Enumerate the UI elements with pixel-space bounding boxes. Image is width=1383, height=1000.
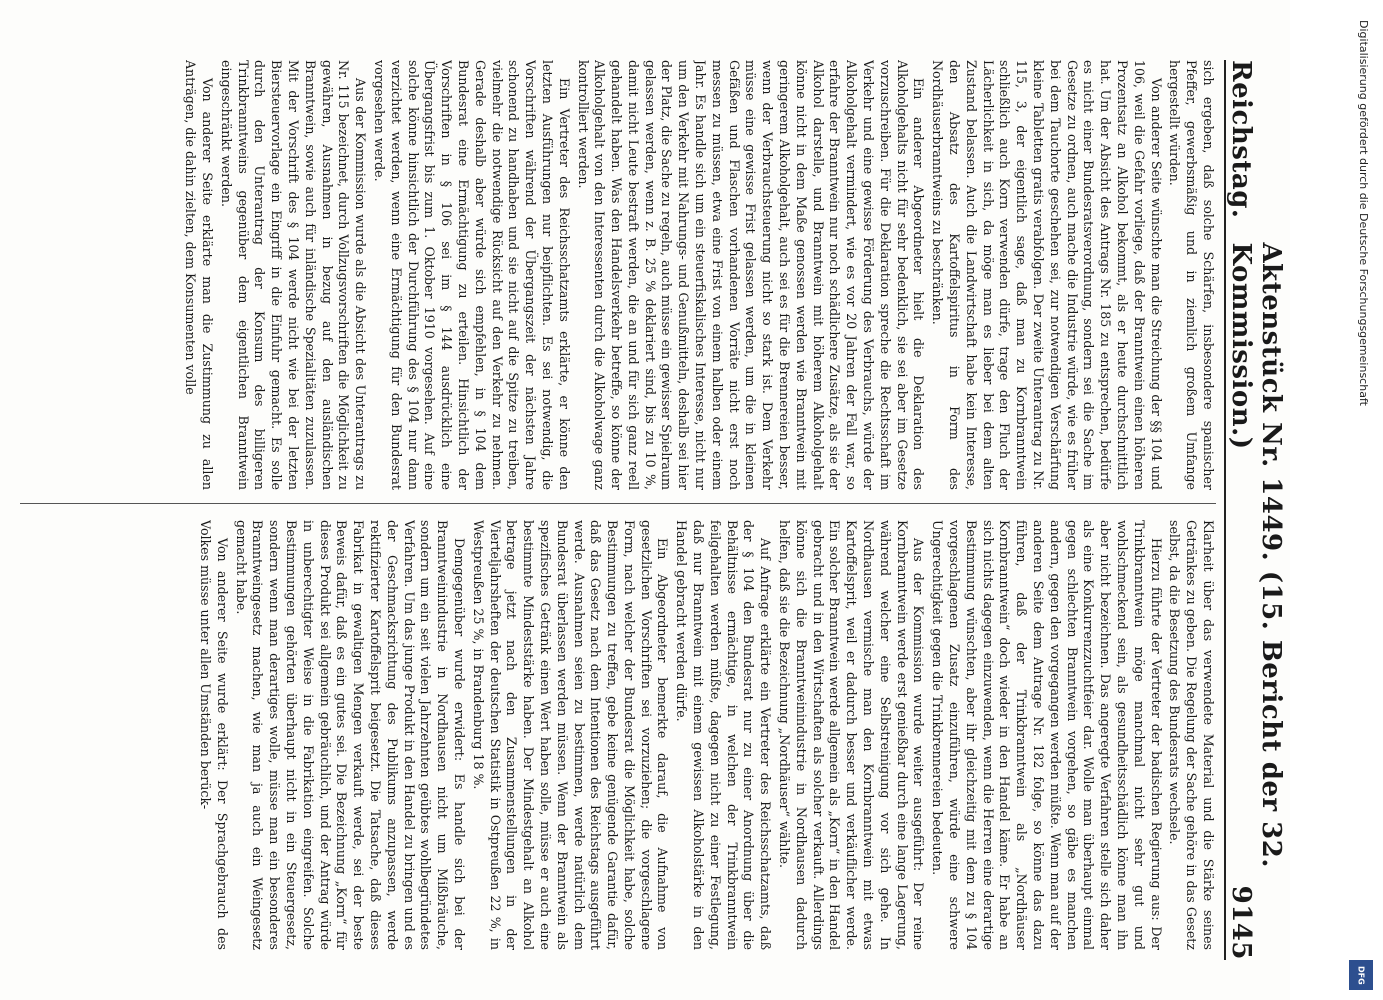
header-document-title: Aktenstück Nr. 1449. (15. Bericht der 32. Kommission.) — [1226, 242, 1286, 868]
column-divider — [20, 503, 1216, 504]
page-number: 9145 — [1226, 885, 1256, 960]
paragraph: sich ergeben, daß solche Schärfen, insbesondere spanischer Pfeffer, gewerbsmäßig und in ziemlich großem Umfange hergestellt würden. — [1167, 60, 1216, 490]
footer — [1348, 20, 1378, 1000]
paragraph: Hierzu führte der Vertreter der badischen Regierung aus: Der Trinkbranntwein möge manchmal nicht sehr gut und wohlschmeckend sein, als gesundheitsschädlich könne man ihn aber nicht bezeichnen. Das angeregte Verfahren stelle sich daher als eine Konkurrenzzuchtfeier dar. Wolle man überhaupt einmal gegen schlechten Branntwein vorgehen, so gäbe es manchen andern, gegen den vorgegangen werden müßte. Wenn man auf der anderen Seite dem Antrage Nr. 182 folge, so könne das dazu führen, daß der Trinkbranntwein als „Nordhäuser Kornbranntwein“ doch wieder in den Handel käme. Er habe an sich nichts dagegen einzuwenden, wenn die Herren eine derartige Bestimmung wünschten, aber ihr gleichzeitig mit dem zu § 104 vorgeschlagenen Zusatz einzuführen, würde eine schwere Ungerechtigkeit gegen die Trinkbrennereien bedeuten. — [930, 520, 1164, 950]
paragraph: Von anderer Seite erklärte man die Zustimmung zu allen Anträgen, die dahin zielten, dem Konsumenten volle — [183, 60, 215, 490]
paragraph: Auf Anfrage erklärte ein Vertreter des Reichsschatzamts, daß der § 104 den Bundesrat nur zu einer Anordnung über die Behältnisse ermächtige, in welchen der Trinkbranntwein feilgehalten werden müßte, dagegen nicht zu einer Festlegung, daß nur Branntwein mit einem gewissen Alkoholstärke in den Handel gebracht werden dürfe. — [674, 520, 774, 950]
right-column — [10, 520, 1216, 950]
header-chamber: Reichstag. — [1226, 60, 1256, 219]
paragraph: Von anderer Seite wünschte man die Streichung der §§ 104 und 106, weil die Gefahr vorliege, daß der Branntwein einen höheren Prozentsatz an Alkohol bekommt, als er heute durchschnittlich hat. Um der Absicht des Antrags Nr. 185 zu entsprechen, bedürfe es nicht einer Bundesratsverordnung, sondern sei die Sache im Gesetze zu ordnen, auch mache die Industrie würde, wie es früher bei dem Tauchorte geschehen sei, zur notwendigen Verschärfung kleine Tabletten gratis verabfolgen. Der zweite Unterantrag zu Nr. 115, 3, der eigentlich sage, daß man zu Kornbranntwein schließlich auch Korn verwenden dürfe, trage den Fluch der Lächerlichkeit in sich, da möge man es lieber bei dem alten Zustand belassen. Auch die Landwirtschaft habe kein Interesse, den Absatz des Kartoffelspiritus in Form des Nordhäuserbranntweins zu beschränken. — [930, 60, 1164, 490]
dfg-logo: DFG — [1349, 960, 1373, 990]
page-header — [1224, 60, 1286, 960]
paragraph: Ein Abgeordneter bemerkte darauf, die Aufnahme von gesetzlichen Vorschriften sei vorzuziehen; die vorgeschlagene Form, nach welcher der Bundesrat die Möglichkeit habe, solche Bestimmungen zu treffen, gebe keine genügende Garantie dafür, daß das Gesetz nach dem Intentionen des Reichstags ausgeführt werde. Ausnahmen seien zu bestimmen, werde natürlich dem Bundesrat überlassen werden müssen. Wenn der Branntwein als spezifisches Getränk einen Wert haben solle, müsse er auch eine bestimmte Mindeststärke haben. Der Mindestgehalt an Alkohol betrage jetzt nach den Zusammenstellungen in der Vierteljahrsheften der deutschen Statistik in Ostpreußen 22 %, in Westpreußen 25 %, in Brandenburg 18 %. — [470, 520, 671, 950]
paragraph: Ein Vertreter des Reichsschatzamts erklärte, er könne den letzten Ausführungen nur beipflichten. Es sei notwendig, die Vorschriften während der Übergangszeit der nächsten Jahre schonend zu handhaben und sie nicht auf die Spitze zu treiben, vielmehr die notwendige Rücksicht auf den Verkehr zu nehmen. Gerade deshalb aber würde sich empfehlen, in § 104 dem Bundesrat eine Ermächtigung zu erteilen. Hinsichtlich der Vorschriften in § 106 sei im § 144 ausdrücklich eine Übergangsfrist bis zum 1. Oktober 1910 vorgesehen. Auf eine solche könne hinsichtlich der Durchführung des § 104 nur dann verzichtet werden, wenn eine Ermächtigung für den Bundesrat vorgesehen werde. — [371, 60, 572, 490]
left-column — [10, 60, 1216, 490]
paragraph: Klarheit über das verwendete Material und die Stärke seines Getränkes zu geben. Die Regelung der Sache gehöre in das Gesetz selbst, da die Besetzung des Bundesrats wechsele. — [1167, 520, 1216, 950]
paragraph: Demgegenüber wurde erwidert: Es handle sich bei der Branntweinindustrie in Nordhausen nicht um Mißbräuche, sondern um ein seit vielen Jahrzehnten geübtes wohlbegründetes Verfahren. Um das junge Produkt in den Handel zu bringen und es der Geschmacksrichtung des Publikums anzupassen, werde rektifizierter Kartoffelsprit beigesetzt. Die Tatsache, daß dieses Fabrikat in gewaltigen Mengen verkauft werde, sei der beste Beweis dafür, daß es ein gutes sei. Die Bezeichnung „Korn“ für dieses Produkt sei allgemein gebräuchlich, und der Antrag würde in unberechtigter Weise in die Fabrikation eingreifen. Solche Bestimmungen gehörten überhaupt nicht in ein Steuergesetz, sondern wenn man derartiges wolle, müsse man ein besonderes Branntweingesetz machen, wie man ja auch ein Weingesetz gemacht habe. — [233, 520, 467, 950]
digitization-credit: Digitalisierung gefördert durch die Deutsche Forschungsgemeinschaft — [1357, 20, 1370, 406]
paragraph: Aus der Kommission wurde als die Absicht des Unterantrags zu Nr. 115 bezeichnet, durch Vollzugsvorschriften die Möglichkeit zu gewähren, Ausnahmen in bezug auf den ausländischen Branntwein, sowie auch für inländische Spezialitäten zuzulassen. Mit der Vorschrift des § 104 werde nicht wie bei der letzten Biersteuervorlage ein Eingriff in die Einfuhr gemacht. Es solle durch den Unterantrag der Konsum des billigeren Trinkbranntweins gegenüber dem eigentlichen Branntwein eingeschränkt werden. — [218, 60, 369, 490]
paragraph: Aus der Kommission wurde weiter ausgeführt: Der reine Kornbranntwein werde erst genießbar durch eine lange Lagerung, während welcher eine Selbstreinigung vor sich gehe. In Nordhausen vermische man den Kornbranntwein mit etwas Kartoffelsprit, weil er dadurch besser und verkäuflicher werde. Ein solcher Branntwein werde allgemein als „Korn“ in den Handel gebracht und in den Wirtschaften als solcher verkauft. Allerdings könne sich die Branntweinindustrie in Nordhausen dadurch helfen, daß sie die Bezeichnung „Nordhäuser“ wählte. — [777, 520, 927, 950]
paragraph: Von anderer Seite wurde erklärt: Der Sprachgebrauch des Volkes müsse unter allen Umständen berück- — [197, 520, 230, 950]
paragraph: Ein anderer Abgeordneter hielt die Deklaration des Alkoholgehalts nicht für sehr bedenklich, sie sei aber im Gesetze vorzuschreiben. Für die Deklaration spreche die Rechtsschaft im Verkehr und eine gewisse Förderung des Verbrauchs, würde der Alkoholgehalt vermindert, wie es vor 20 Jahren der Fall war, so erfahre der Branntwein nur noch schädlichere Zusätze, als sie der Alkohol darstelle, und Branntwein mit höherem Alkoholgehalt könne nicht in dem Maße genossen werden wie Branntwein mit geringerem Alkoholgehalt, auch sei es für die Brennereien besser, wenn der Verbrauchsteuerung nicht so stark ist. Dem Verkehr müsse eine gewisse Frist gelassen werden, um die in kleinen Gefäßen und Flaschen vorhandenen Vorräte nicht erst noch messen zu müssen, etwa eine Frist von einem halben oder einem Jahr. Es handle sich um ein steuerfiskalisches Interesse, nicht nur um den Verkehr mit Nahrungs- und Genußmitteln, deshalb sei hier der Platz, die Sache zu regeln, auch müsse ein gewisser Spielraum gelassen werden, wenn z. B. 25 % deklariert sind, bis zu 10 %, damit nicht Leute bestraft werden, die an und für sich ganz reell gehandelt haben. Was den Handelsverkehr betreffe, so könne der Alkoholgehalt von den Interessenten durch die Alkoholwage ganz kontrolliert werden. — [575, 60, 927, 490]
